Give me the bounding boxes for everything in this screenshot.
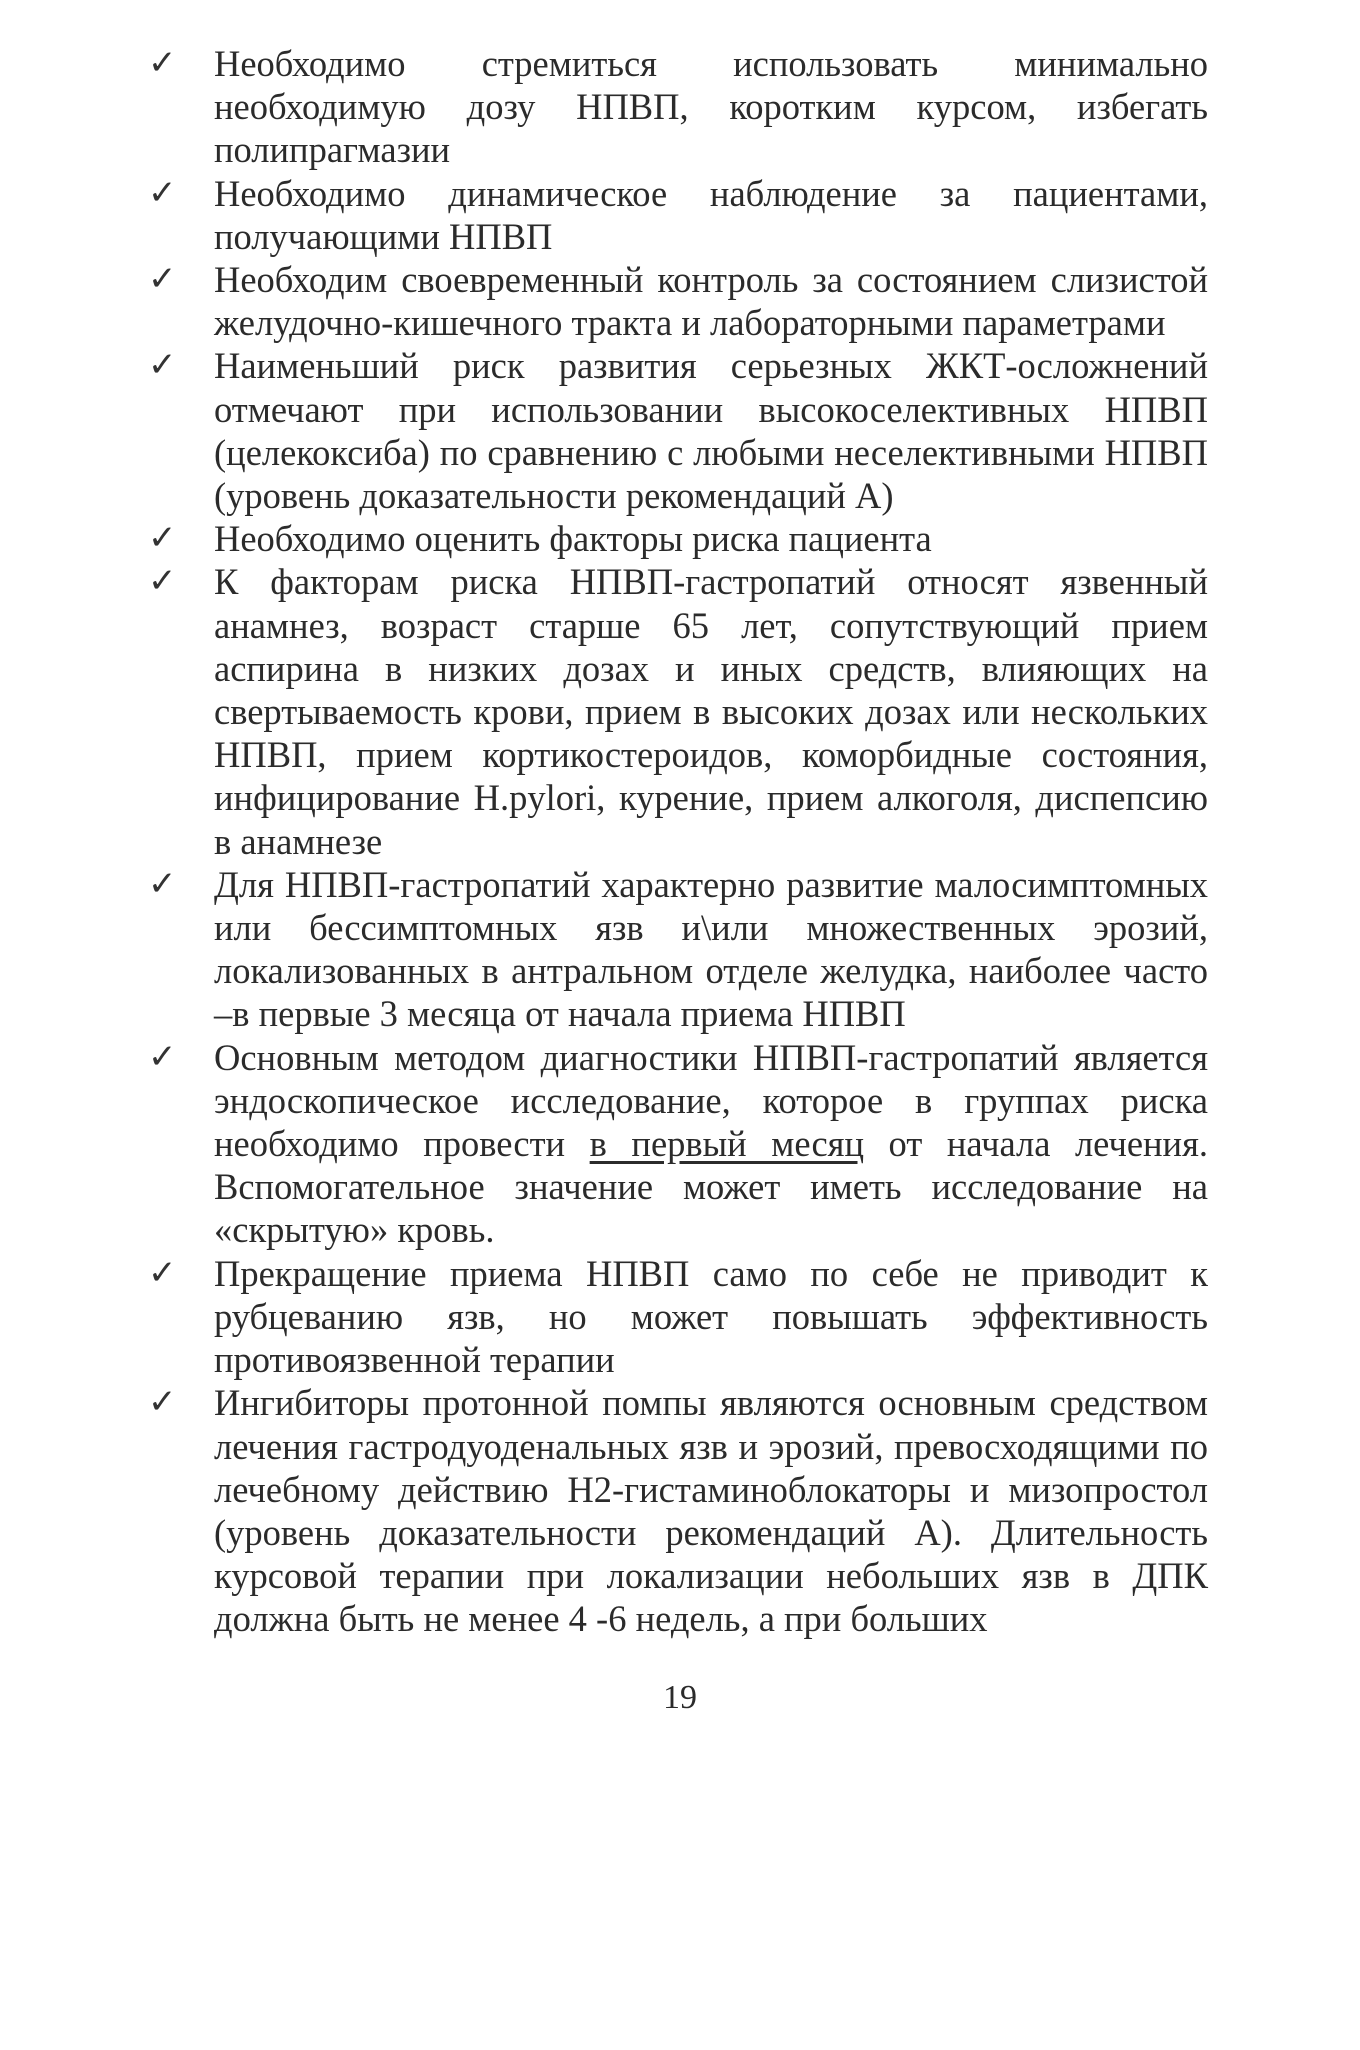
page-number: 19 — [663, 1679, 697, 1716]
checkmark-icon: ✓ — [148, 518, 177, 559]
list-item-text: Необходимо стремиться использовать минимально необходимую дозу НПВП, коротким курсом, избегать полипрагмазии — [214, 43, 1208, 171]
checkmark-icon: ✓ — [148, 1036, 177, 1077]
list-item — [148, 42, 1208, 172]
list-item — [148, 1381, 1208, 1640]
list-item — [148, 863, 1208, 1036]
recommendations-list — [148, 42, 1208, 1641]
list-item-text: Наименьший риск развития серьезных ЖКТ-осложнений отмечают при использовании высокоселективных НПВП (целекоксиба) по сравнению с любыми неселективными НПВП (уровень доказательности рекомендаций А) — [214, 345, 1208, 517]
checkmark-icon: ✓ — [148, 561, 177, 602]
checkmark-icon: ✓ — [148, 1382, 177, 1423]
list-item-text: Ингибиторы протонной помпы являются основным средством лечения гастродуоденальных язв и эрозий, превосходящими по лечебному действию H2-гистаминоблокаторы и мизопростол (уровень доказательности рекомендаций А). Длительность курсовой терапии при локализации небольших язв в ДПК должна быть не менее 4 -6 недель, а при больших — [214, 1382, 1208, 1640]
checkmark-icon: ✓ — [148, 863, 177, 904]
list-item-text: Необходимо динамическое наблюдение за пациентами, получающими НПВП — [214, 172, 1208, 257]
list-item-text-part: Основным методом диагностики НПВП-гастропатий является эндоскопическое исследование, которое в группах риска необходимо провести — [214, 1036, 1208, 1165]
list-item — [148, 560, 1208, 862]
list-item-text: Необходимо оценить факторы риска пациента — [214, 518, 932, 560]
list-item — [148, 344, 1208, 517]
underlined-phrase: в первый месяц — [589, 1123, 864, 1165]
checkmark-icon: ✓ — [148, 1252, 177, 1293]
checkmark-icon: ✓ — [148, 43, 177, 83]
list-item-text-part: от начала лечения. Вспомогательное значение может иметь исследование на «скрытую» кровь. — [214, 1123, 1208, 1251]
list-item — [148, 1252, 1208, 1382]
list-item-text: К факторам риска НПВП-гастропатий относят язвенный анамнез, возраст старше 65 лет, сопутствующий прием аспирина в низких дозах и иных средств, влияющих на свертываемость крови, прием в высоких дозах или нескольких НПВП, прием кортикостероидов, коморбидные состояния, инфицирование H.pylori, курение, прием алкоголя, диспепсию в анамнезе — [214, 561, 1208, 862]
checkmark-icon: ✓ — [148, 259, 177, 300]
list-item-text: Для НПВП-гастропатий характерно развитие малосимптомных или бессимптомных язв и\или множественных эрозий, локализованных в антральном отделе желудка, наиболее часто –в первые 3 месяца от начала приема НПВП — [214, 863, 1208, 1035]
checkmark-icon: ✓ — [148, 345, 177, 386]
list-item-text: Необходим своевременный контроль за состоянием слизистой желудочно-кишечного тракта и лабораторными параметрами — [214, 259, 1208, 344]
checkmark-icon: ✓ — [148, 172, 177, 213]
list-item — [148, 172, 1208, 258]
list-item — [148, 258, 1208, 344]
list-item-text — [214, 1037, 1208, 1251]
list-item — [148, 517, 1208, 560]
list-item-text: Прекращение приема НПВП само по себе не приводит к рубцеванию язв, но может повышать эффективность противоязвенной терапии — [214, 1252, 1208, 1381]
list-item — [148, 1036, 1208, 1252]
